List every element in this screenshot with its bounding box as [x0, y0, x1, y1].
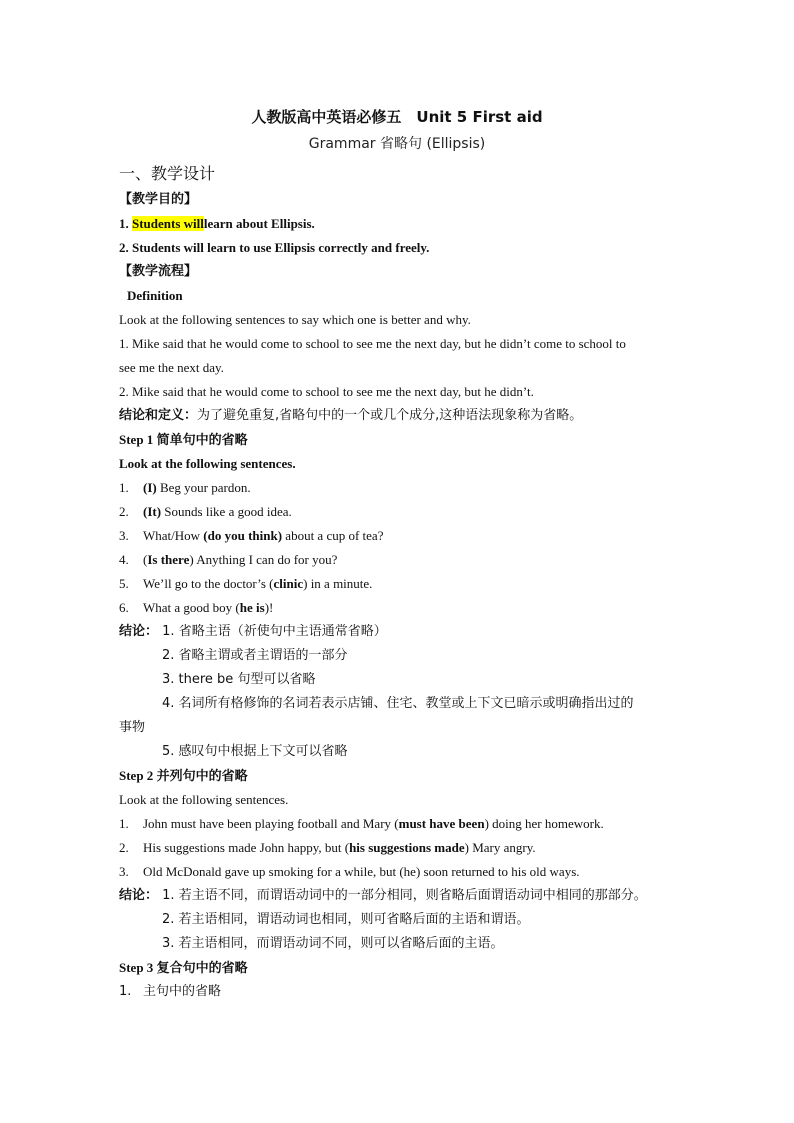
step1-conclusion [119, 623, 387, 641]
list-item [119, 551, 337, 569]
list-item-text: about a cup of tea? [282, 528, 384, 543]
list-item-text: What/How [143, 528, 204, 543]
list-item-text: Old McDonald gave up smoking for a while, but (he) soon returned to his old ways. [143, 864, 580, 879]
list-item [119, 839, 536, 857]
process-label: 【教学流程】 [119, 264, 198, 279]
example-2: 2. Mike said that he would come to school to see me the next day, but he didn’t. [119, 384, 534, 399]
list-item-text: Sounds like a good idea. [161, 504, 292, 519]
page-title: 人教版高中英语必修五 Unit 5 First aid [251, 108, 543, 126]
list-item-text: 主句中的省略 [143, 984, 222, 999]
conclusion-item: 5. 感叹句中根据上下文可以省略 [162, 744, 348, 759]
conclusion-label: 结论： [119, 624, 159, 639]
list-item-bold: must have been [398, 816, 485, 831]
step2-heading-en: Step 2 [119, 768, 154, 783]
look-line: Look at the following sentences to say which one is better and why. [119, 312, 471, 327]
list-item-text: )! [264, 600, 274, 615]
step1-heading-en: Step 1 [119, 432, 154, 447]
example-1-line-b: see me the next day. [119, 360, 224, 375]
list-item-bold: (It) [143, 504, 162, 519]
list-item-text: John must have been playing football and Mary ( [143, 816, 399, 831]
step2-heading [119, 767, 248, 786]
list-item-text: His suggestions made John happy, but ( [143, 840, 350, 855]
objective-1 [119, 215, 315, 233]
list-item [119, 527, 383, 545]
definition-label: Definition [127, 288, 183, 303]
list-item-bold: his suggestions made [349, 840, 465, 855]
step1-heading-cn: 简单句中的省略 [156, 433, 248, 448]
list-item-text: Beg your pardon. [156, 480, 251, 495]
list-item-number: 3. [119, 864, 129, 879]
step2-conclusion [119, 887, 647, 905]
list-item-number: 3. [119, 528, 129, 543]
conclusion-item: 4. 名词所有格修饰的名词若表示店铺、住宅、教堂或上下文已暗示或明确指出过的 [162, 696, 634, 711]
definition-conclusion [119, 407, 582, 425]
list-item-bold: Is there [147, 552, 190, 567]
list-item [119, 575, 372, 593]
section-heading: 一、教学设计 [119, 164, 216, 183]
list-item-number: 6. [119, 600, 129, 615]
list-item [119, 479, 251, 497]
conclusion-item: 3. 若主语相同，而谓语动词不同，则可以省略后面的主语。 [162, 936, 504, 951]
objectives-label: 【教学目的】 [119, 192, 198, 207]
list-item-number: 5. [119, 576, 129, 591]
list-item [119, 863, 580, 881]
list-item-bold: (do you think) [203, 528, 283, 543]
step3-heading [119, 959, 248, 978]
list-item-number: 1. [119, 480, 129, 495]
list-item-bold: (I) [143, 480, 157, 495]
conclusion-item: 1. 省略主语（祈使句中主语通常省略） [162, 624, 387, 639]
step2-heading-cn: 并列句中的省略 [156, 769, 248, 784]
list-item-bold: he is [239, 600, 265, 615]
page-subtitle: Grammar 省略句 (Ellipsis) [308, 136, 486, 152]
list-item [119, 815, 604, 833]
list-item-number: 2. [119, 840, 129, 855]
conclusion-label: 结论： [119, 888, 159, 903]
list-item-bold: clinic [273, 576, 304, 591]
list-item-text: What a good boy ( [143, 600, 240, 615]
conclusion-item: 2. 省略主谓或者主谓语的一部分 [162, 648, 348, 663]
step2-look: Look at the following sentences. [119, 792, 289, 807]
conclusion-item: 2. 若主语相同，谓语动词也相同，则可省略后面的主语和谓语。 [162, 912, 530, 927]
objective-1-highlight: Students will [132, 216, 204, 231]
conclusion-item: 3. there be 句型可以省略 [162, 672, 316, 687]
objective-1-text: learn about Ellipsis. [203, 216, 315, 231]
objective-1-number: 1. [119, 216, 129, 231]
list-item-number: 2. [119, 504, 129, 519]
conclusion-item: 1. 若主语不同，而谓语动词中的一部分相同，则省略后面谓语动词中相同的那部分。 [162, 888, 647, 903]
conclusion-text: 为了避免重复,省略句中的一个或几个成分,这种语法现象称为省略。 [197, 408, 583, 423]
list-item-text: We’ll go to the doctor’s ( [143, 576, 274, 591]
step1-heading [119, 431, 248, 450]
step3-heading-cn: 复合句中的省略 [156, 961, 248, 976]
list-item [119, 599, 273, 617]
conclusion-label: 结论和定义： [119, 408, 198, 423]
conclusion-item-continued: 事物 [119, 720, 146, 735]
list-item-text: ) in a minute. [303, 576, 373, 591]
list-item-text: ) doing her homework. [484, 816, 604, 831]
list-item [119, 983, 221, 1001]
list-item-text: ) Anything I can do for you? [189, 552, 338, 567]
list-item-text: ( [143, 552, 148, 567]
list-item [119, 503, 292, 521]
example-1-line-a: 1. Mike said that he would come to school to see me the next day, but he didn’t come to school to [119, 336, 626, 351]
list-item-number: 1. [119, 984, 132, 999]
objective-2: 2. Students will learn to use Ellipsis correctly and freely. [119, 240, 430, 255]
step1-look: Look at the following sentences. [119, 456, 296, 471]
list-item-number: 4. [119, 552, 129, 567]
list-item-number: 1. [119, 816, 129, 831]
list-item-text: ) Mary angry. [464, 840, 536, 855]
step3-heading-en: Step 3 [119, 960, 154, 975]
